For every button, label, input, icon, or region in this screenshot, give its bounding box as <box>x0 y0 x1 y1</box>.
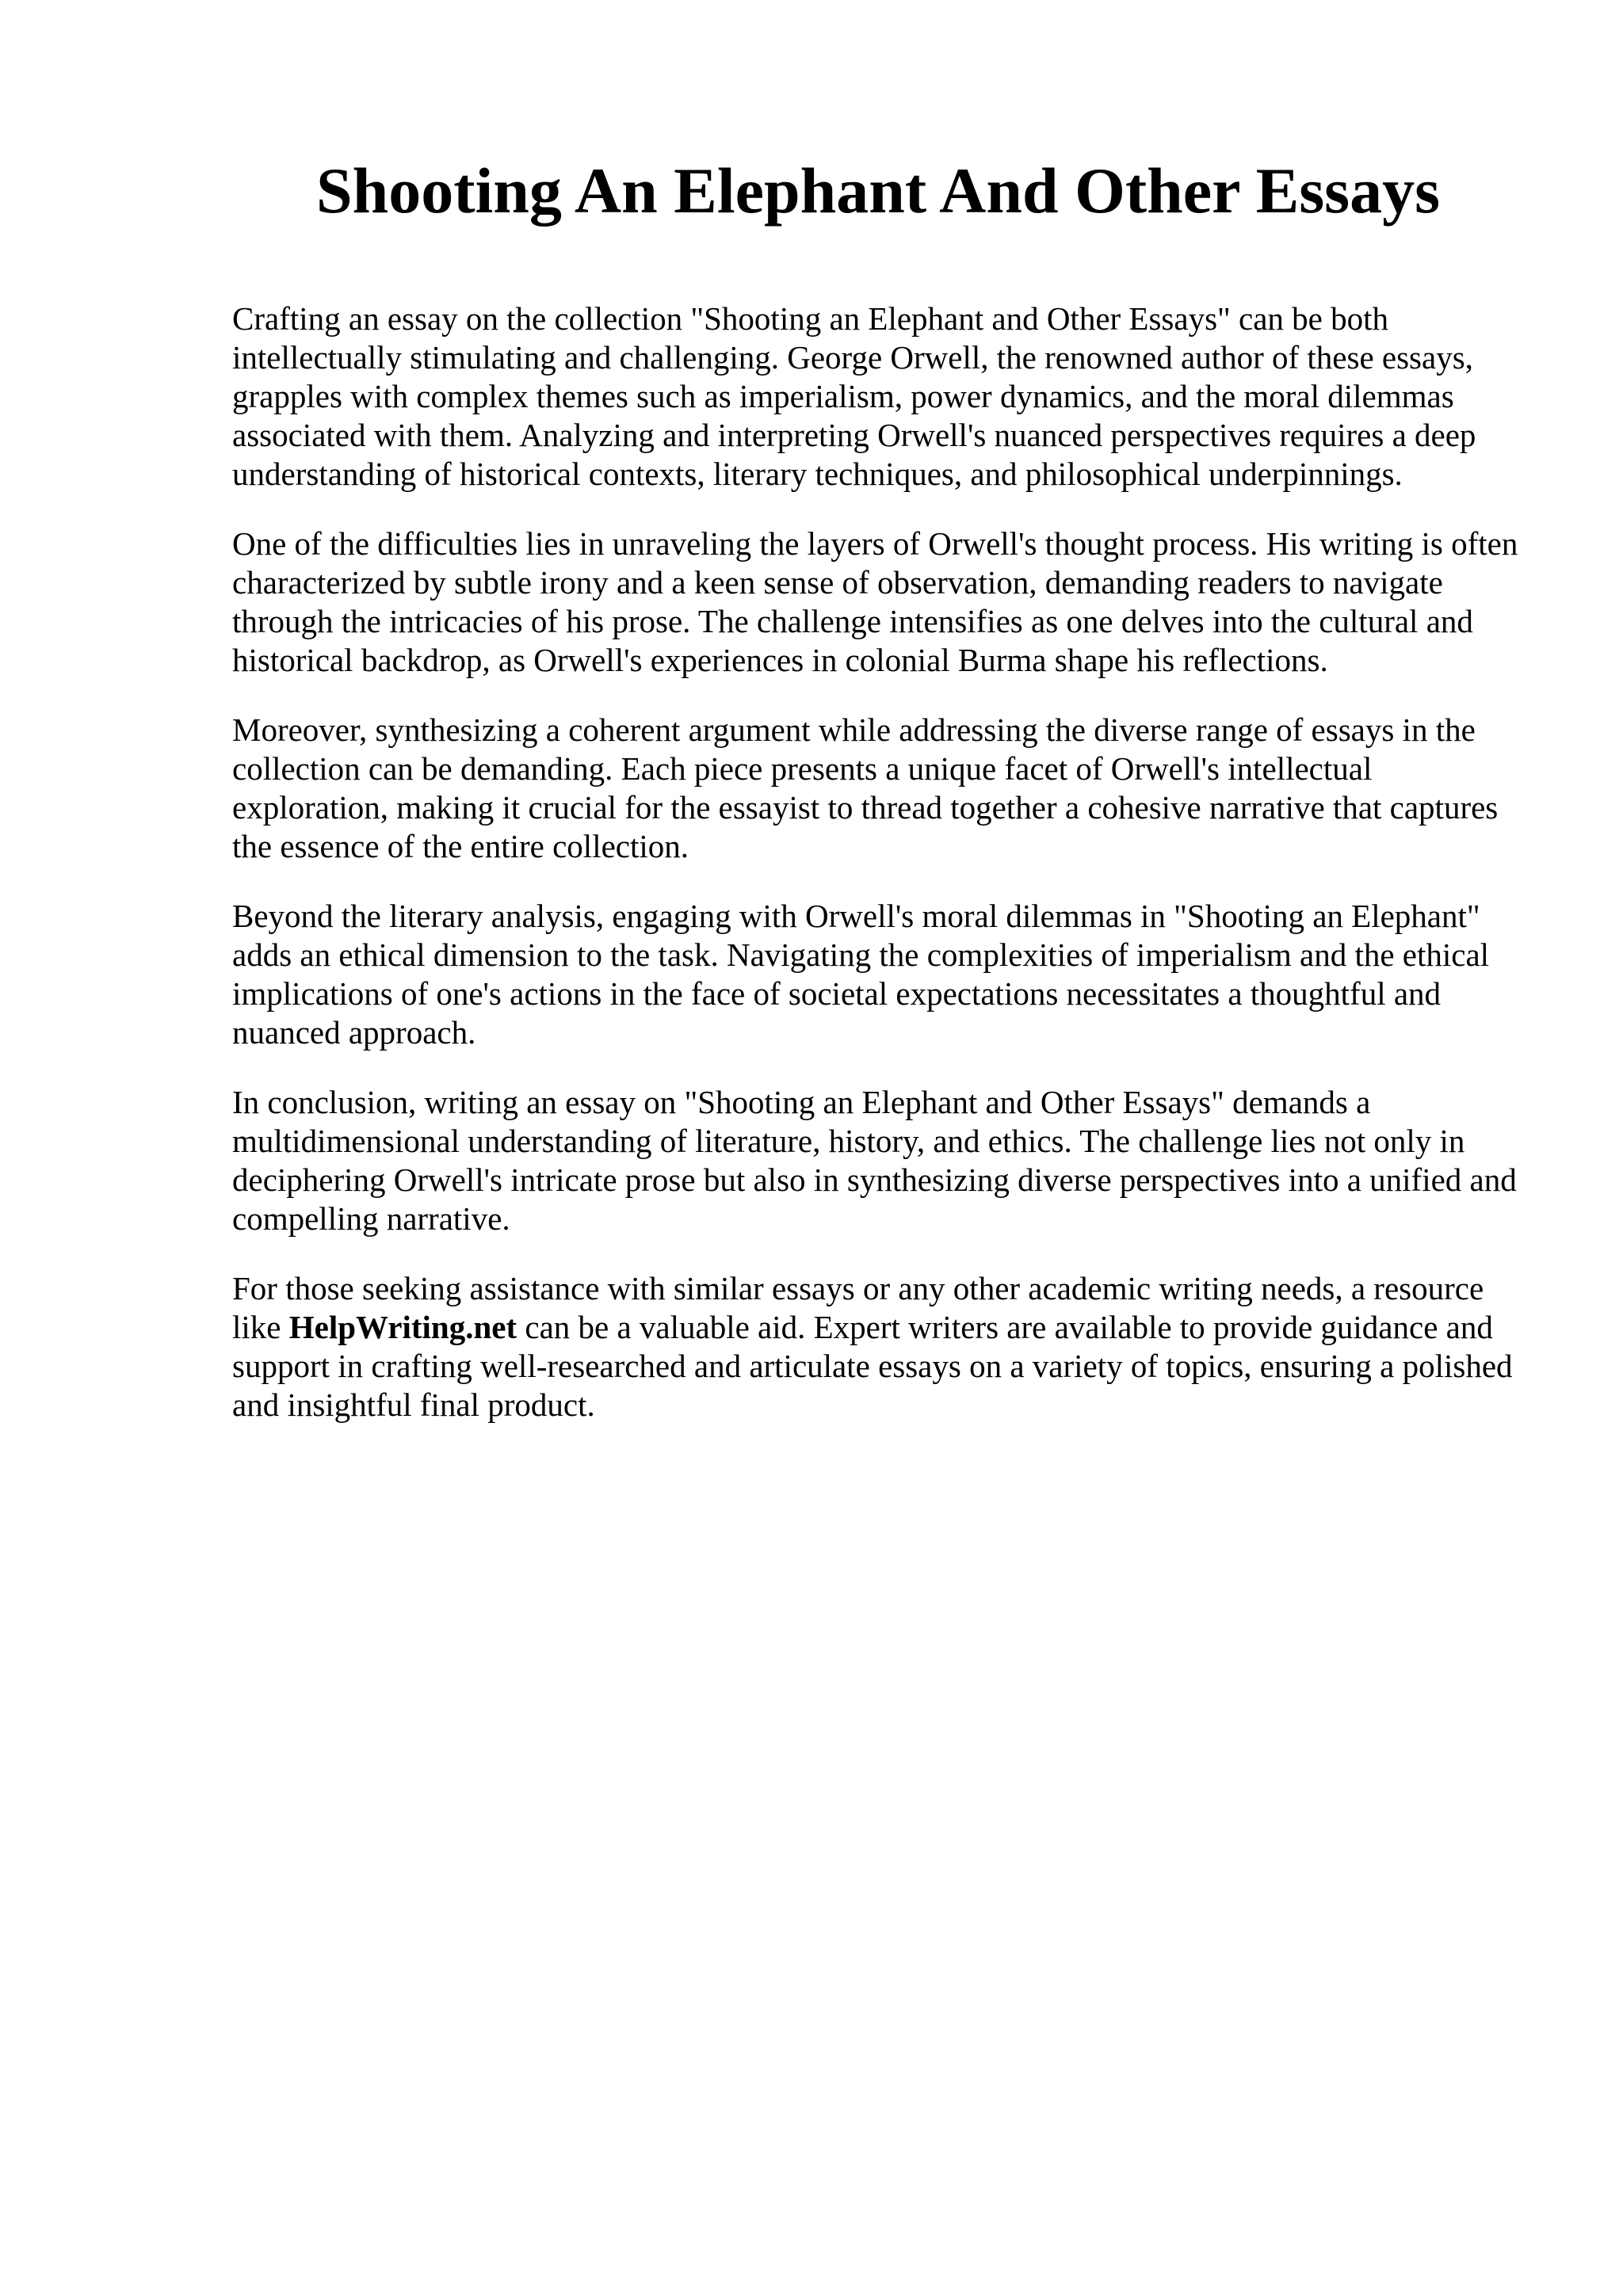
paragraph-5: In conclusion, writing an essay on "Shooting an Elephant and Other Essays" demands a multidimensional understanding of literature, history, and ethics. The challenge lies not only in deciphering Orwell's intricate prose but also in synthesizing diverse perspectives into a unified and compelling narrative. <box>232 1084 1517 1237</box>
helpwriting-brand-text: HelpWriting.net <box>288 1309 517 1345</box>
paragraph-4: Beyond the literary analysis, engaging with Orwell's moral dilemmas in "Shooting an Elephant" adds an ethical dimension to the task. Navigating the complexities of imperialism and the ethical implications of one's actions in the face of societal expectations necessitates a thoughtful and nuanced approach. <box>232 898 1490 1051</box>
document-body <box>232 299 1524 1455</box>
paragraph-6-lead: For those seeking assistance with similar essays or any other academic writing needs, a resource like <box>232 1270 1484 1345</box>
paragraph-3: Moreover, synthesizing a coherent argument while addressing the diverse range of essays in the collection can be demanding. Each piece presents a unique facet of Orwell's intellectual exploration, making it crucial for the essayist to thread together a cohesive narrative that captures the essence of the entire collection. <box>232 711 1499 864</box>
paragraph-1: Crafting an essay on the collection "Shooting an Elephant and Other Essays" can be both intellectually stimulating and challenging. George Orwell, the renowned author of these essays, grapples with complex themes such as imperialism, power dynamics, and the moral dilemmas associated with them. Analyzing and interpreting Orwell's nuanced perspectives requires a deep understanding of historical contexts, literary techniques, and philosophical underpinnings. <box>232 300 1476 492</box>
paragraph-2: One of the difficulties lies in unraveling the layers of Orwell's thought process. His writing is often characterized by subtle irony and a keen sense of observation, demanding readers to navigate through the intricacies of his prose. The challenge intensifies as one delves into the cultural and historical backdrop, as Orwell's experiences in colonial Burma shape his reflections. <box>232 525 1518 678</box>
paragraph-6-tail: can be a valuable aid. Expert writers are available to provide guidance and support in crafting well-researched and articulate essays on a variety of topics, ensuring a polished and insightful final product. <box>232 1309 1513 1423</box>
paragraph-6 <box>232 1269 1524 1425</box>
document-title: Shooting An Elephant And Other Essays <box>315 154 1441 227</box>
